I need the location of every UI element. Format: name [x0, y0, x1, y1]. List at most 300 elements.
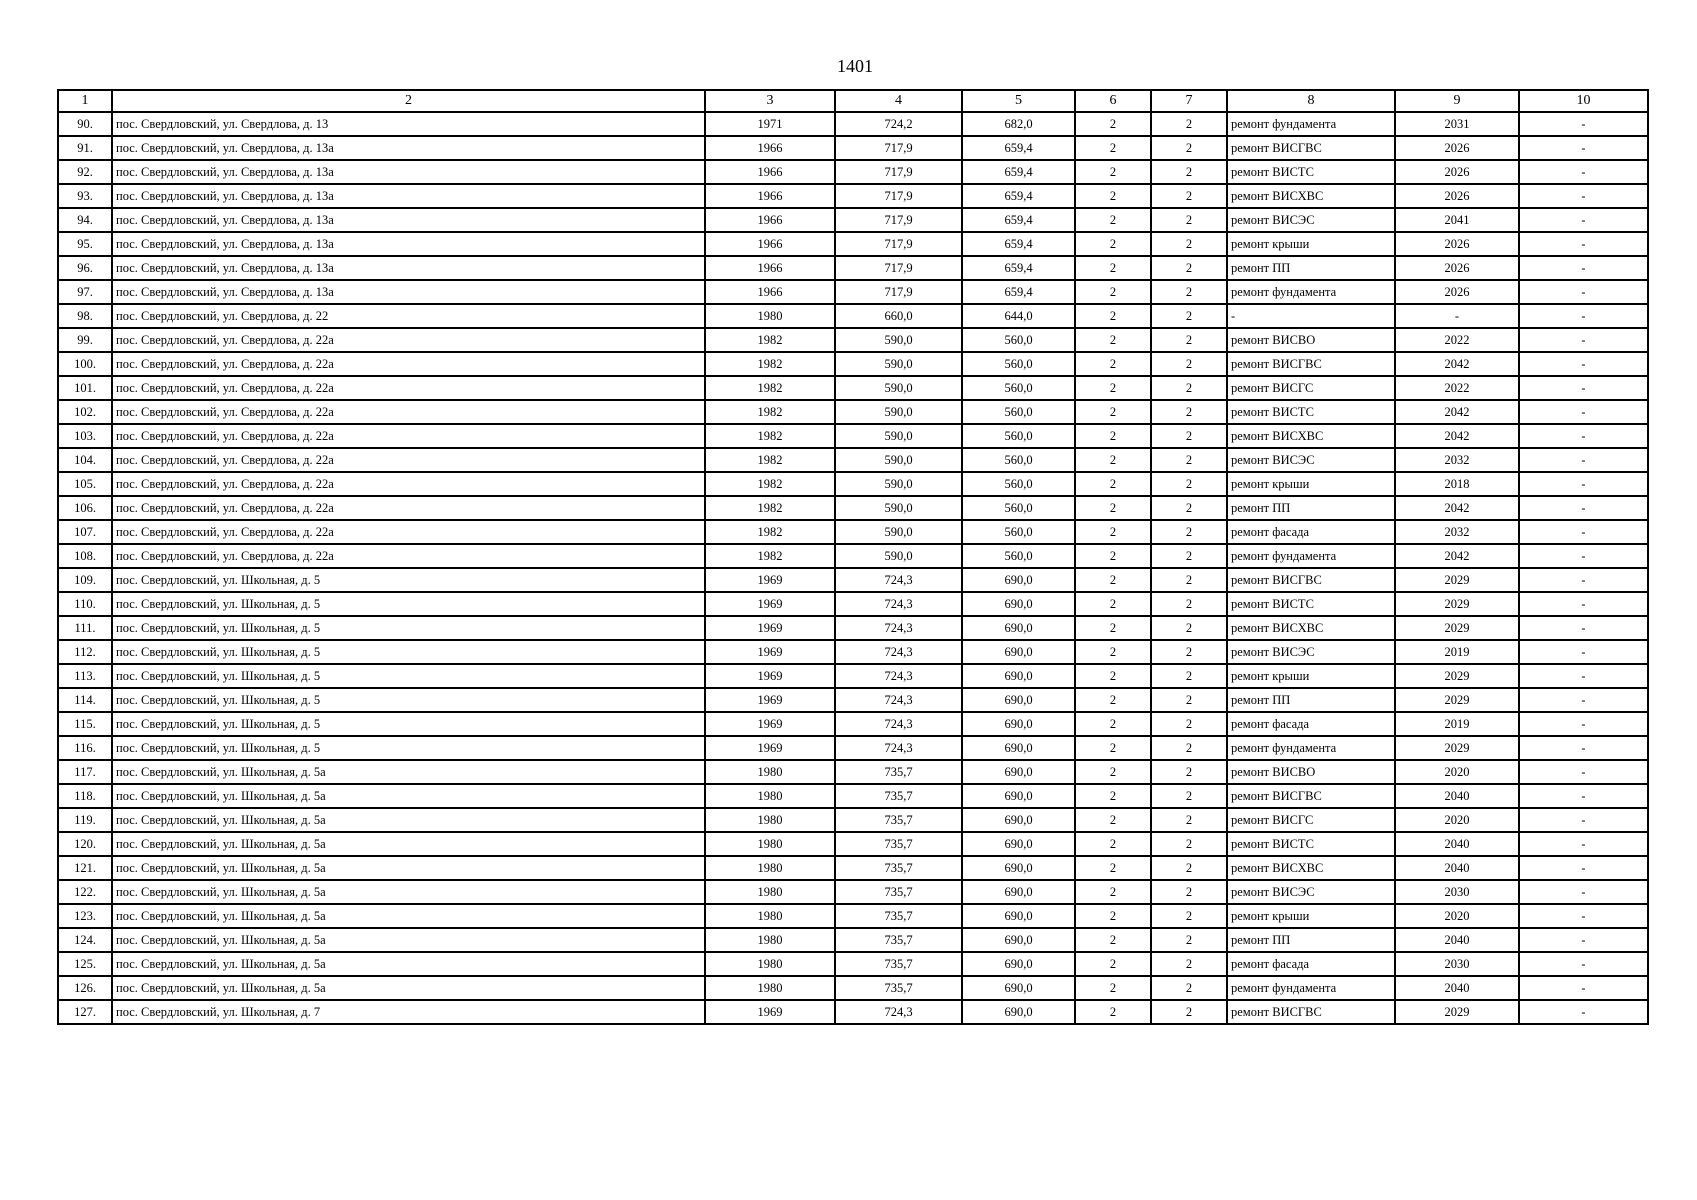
table-row — [58, 520, 1648, 544]
cell-work-type: - — [1227, 304, 1395, 328]
cell-note: - — [1519, 136, 1648, 160]
cell-note: - — [1519, 976, 1648, 1000]
cell-address: пос. Свердловский, ул. Школьная, д. 5а — [112, 880, 705, 904]
table-row — [58, 712, 1648, 736]
cell-floors: 2 — [1075, 256, 1151, 280]
cell-address: пос. Свердловский, ул. Школьная, д. 7 — [112, 1000, 705, 1024]
cell-work-type: ремонт фундамента — [1227, 976, 1395, 1000]
cell-floors: 2 — [1075, 616, 1151, 640]
cell-row-number: 107. — [58, 520, 112, 544]
cell-row-number: 118. — [58, 784, 112, 808]
cell-living-area: 690,0 — [962, 808, 1075, 832]
cell-entrances: 2 — [1151, 904, 1227, 928]
cell-note: - — [1519, 712, 1648, 736]
cell-total-area: 724,3 — [835, 640, 962, 664]
cell-row-number: 117. — [58, 760, 112, 784]
cell-living-area: 560,0 — [962, 400, 1075, 424]
cell-entrances: 2 — [1151, 328, 1227, 352]
cell-floors: 2 — [1075, 568, 1151, 592]
cell-entrances: 2 — [1151, 136, 1227, 160]
cell-floors: 2 — [1075, 928, 1151, 952]
cell-address: пос. Свердловский, ул. Школьная, д. 5 — [112, 688, 705, 712]
cell-build-year: 1966 — [705, 184, 835, 208]
cell-note: - — [1519, 640, 1648, 664]
cell-living-area: 690,0 — [962, 856, 1075, 880]
cell-note: - — [1519, 928, 1648, 952]
cell-planned-year: 2022 — [1395, 328, 1519, 352]
cell-address: пос. Свердловский, ул. Школьная, д. 5а — [112, 976, 705, 1000]
cell-note: - — [1519, 880, 1648, 904]
cell-floors: 2 — [1075, 856, 1151, 880]
cell-entrances: 2 — [1151, 112, 1227, 136]
cell-floors: 2 — [1075, 376, 1151, 400]
cell-total-area: 724,3 — [835, 664, 962, 688]
table-row — [58, 1000, 1648, 1024]
cell-work-type: ремонт ВИСВО — [1227, 760, 1395, 784]
cell-row-number: 104. — [58, 448, 112, 472]
cell-work-type: ремонт ВИСВО — [1227, 328, 1395, 352]
cell-note: - — [1519, 808, 1648, 832]
cell-build-year: 1980 — [705, 880, 835, 904]
cell-entrances: 2 — [1151, 640, 1227, 664]
table-row — [58, 760, 1648, 784]
cell-note: - — [1519, 568, 1648, 592]
table-row — [58, 256, 1648, 280]
cell-row-number: 121. — [58, 856, 112, 880]
cell-address: пос. Свердловский, ул. Школьная, д. 5а — [112, 856, 705, 880]
cell-work-type: ремонт ВИСТС — [1227, 592, 1395, 616]
cell-living-area: 659,4 — [962, 208, 1075, 232]
cell-entrances: 2 — [1151, 496, 1227, 520]
cell-row-number: 108. — [58, 544, 112, 568]
cell-row-number: 112. — [58, 640, 112, 664]
cell-address: пос. Свердловский, ул. Свердлова, д. 22а — [112, 472, 705, 496]
table-row — [58, 592, 1648, 616]
cell-total-area: 590,0 — [835, 472, 962, 496]
table-row — [58, 136, 1648, 160]
cell-entrances: 2 — [1151, 568, 1227, 592]
table-row — [58, 784, 1648, 808]
table-row — [58, 232, 1648, 256]
cell-living-area: 560,0 — [962, 448, 1075, 472]
cell-build-year: 1980 — [705, 952, 835, 976]
cell-note: - — [1519, 352, 1648, 376]
cell-row-number: 123. — [58, 904, 112, 928]
table-row — [58, 808, 1648, 832]
cell-total-area: 735,7 — [835, 784, 962, 808]
cell-planned-year: 2020 — [1395, 904, 1519, 928]
cell-planned-year: 2029 — [1395, 592, 1519, 616]
cell-planned-year: 2026 — [1395, 232, 1519, 256]
cell-address: пос. Свердловский, ул. Свердлова, д. 13а — [112, 184, 705, 208]
cell-build-year: 1980 — [705, 976, 835, 1000]
cell-living-area: 690,0 — [962, 664, 1075, 688]
cell-build-year: 1966 — [705, 232, 835, 256]
cell-entrances: 2 — [1151, 208, 1227, 232]
cell-planned-year: 2032 — [1395, 448, 1519, 472]
cell-total-area: 735,7 — [835, 856, 962, 880]
cell-planned-year: 2031 — [1395, 112, 1519, 136]
cell-address: пос. Свердловский, ул. Свердлова, д. 22а — [112, 424, 705, 448]
cell-entrances: 2 — [1151, 400, 1227, 424]
cell-work-type: ремонт ВИСХВС — [1227, 856, 1395, 880]
page-number: 1401 — [837, 56, 873, 76]
cell-address: пос. Свердловский, ул. Свердлова, д. 22а — [112, 496, 705, 520]
cell-floors: 2 — [1075, 304, 1151, 328]
cell-planned-year: 2019 — [1395, 712, 1519, 736]
cell-note: - — [1519, 664, 1648, 688]
cell-floors: 2 — [1075, 496, 1151, 520]
column-header: 9 — [1395, 90, 1519, 112]
cell-row-number: 115. — [58, 712, 112, 736]
cell-total-area: 660,0 — [835, 304, 962, 328]
cell-build-year: 1966 — [705, 208, 835, 232]
cell-living-area: 690,0 — [962, 928, 1075, 952]
cell-entrances: 2 — [1151, 376, 1227, 400]
table-row — [58, 160, 1648, 184]
cell-floors: 2 — [1075, 1000, 1151, 1024]
column-header: 1 — [58, 90, 112, 112]
cell-total-area: 590,0 — [835, 352, 962, 376]
cell-planned-year: 2032 — [1395, 520, 1519, 544]
cell-planned-year: 2029 — [1395, 664, 1519, 688]
column-header: 2 — [112, 90, 705, 112]
cell-row-number: 124. — [58, 928, 112, 952]
column-header: 8 — [1227, 90, 1395, 112]
table-row — [58, 544, 1648, 568]
cell-build-year: 1982 — [705, 544, 835, 568]
cell-entrances: 2 — [1151, 952, 1227, 976]
table-row — [58, 928, 1648, 952]
cell-row-number: 119. — [58, 808, 112, 832]
cell-entrances: 2 — [1151, 352, 1227, 376]
cell-note: - — [1519, 1000, 1648, 1024]
column-header: 10 — [1519, 90, 1648, 112]
cell-build-year: 1969 — [705, 712, 835, 736]
column-header: 4 — [835, 90, 962, 112]
cell-build-year: 1969 — [705, 688, 835, 712]
cell-floors: 2 — [1075, 736, 1151, 760]
cell-address: пос. Свердловский, ул. Школьная, д. 5а — [112, 904, 705, 928]
cell-note: - — [1519, 112, 1648, 136]
cell-build-year: 1969 — [705, 1000, 835, 1024]
cell-floors: 2 — [1075, 424, 1151, 448]
table-row — [58, 832, 1648, 856]
cell-living-area: 690,0 — [962, 880, 1075, 904]
cell-planned-year: 2026 — [1395, 136, 1519, 160]
cell-living-area: 690,0 — [962, 592, 1075, 616]
cell-planned-year: 2026 — [1395, 184, 1519, 208]
table-row — [58, 736, 1648, 760]
cell-note: - — [1519, 400, 1648, 424]
cell-work-type: ремонт ВИСХВС — [1227, 616, 1395, 640]
cell-row-number: 100. — [58, 352, 112, 376]
cell-total-area: 735,7 — [835, 904, 962, 928]
table-row — [58, 400, 1648, 424]
cell-build-year: 1982 — [705, 496, 835, 520]
cell-row-number: 93. — [58, 184, 112, 208]
cell-floors: 2 — [1075, 472, 1151, 496]
cell-row-number: 98. — [58, 304, 112, 328]
cell-floors: 2 — [1075, 904, 1151, 928]
cell-note: - — [1519, 328, 1648, 352]
table-row — [58, 688, 1648, 712]
cell-total-area: 590,0 — [835, 520, 962, 544]
cell-entrances: 2 — [1151, 688, 1227, 712]
cell-planned-year: 2040 — [1395, 784, 1519, 808]
table-row — [58, 496, 1648, 520]
table-row — [58, 112, 1648, 136]
cell-build-year: 1980 — [705, 784, 835, 808]
cell-entrances: 2 — [1151, 808, 1227, 832]
cell-work-type: ремонт фундамента — [1227, 736, 1395, 760]
cell-living-area: 690,0 — [962, 640, 1075, 664]
cell-planned-year: 2020 — [1395, 808, 1519, 832]
cell-floors: 2 — [1075, 328, 1151, 352]
cell-work-type: ремонт ВИСГВС — [1227, 784, 1395, 808]
cell-note: - — [1519, 856, 1648, 880]
cell-build-year: 1982 — [705, 376, 835, 400]
cell-floors: 2 — [1075, 880, 1151, 904]
cell-work-type: ремонт крыши — [1227, 232, 1395, 256]
cell-address: пос. Свердловский, ул. Свердлова, д. 22а — [112, 544, 705, 568]
cell-address: пос. Свердловский, ул. Школьная, д. 5а — [112, 928, 705, 952]
cell-row-number: 106. — [58, 496, 112, 520]
cell-note: - — [1519, 952, 1648, 976]
cell-total-area: 735,7 — [835, 976, 962, 1000]
cell-address: пос. Свердловский, ул. Школьная, д. 5 — [112, 592, 705, 616]
cell-total-area: 717,9 — [835, 184, 962, 208]
cell-planned-year: 2040 — [1395, 832, 1519, 856]
cell-note: - — [1519, 616, 1648, 640]
cell-row-number: 94. — [58, 208, 112, 232]
cell-floors: 2 — [1075, 232, 1151, 256]
cell-total-area: 717,9 — [835, 280, 962, 304]
cell-planned-year: 2029 — [1395, 688, 1519, 712]
cell-note: - — [1519, 208, 1648, 232]
cell-address: пос. Свердловский, ул. Школьная, д. 5а — [112, 952, 705, 976]
cell-work-type: ремонт крыши — [1227, 904, 1395, 928]
cell-living-area: 690,0 — [962, 784, 1075, 808]
cell-address: пос. Свердловский, ул. Свердлова, д. 22а — [112, 376, 705, 400]
cell-address: пос. Свердловский, ул. Школьная, д. 5 — [112, 712, 705, 736]
table-body — [58, 112, 1648, 1024]
cell-total-area: 724,3 — [835, 568, 962, 592]
cell-total-area: 735,7 — [835, 880, 962, 904]
cell-work-type: ремонт ВИСТС — [1227, 400, 1395, 424]
cell-work-type: ремонт фундамента — [1227, 280, 1395, 304]
cell-note: - — [1519, 736, 1648, 760]
cell-total-area: 590,0 — [835, 328, 962, 352]
cell-living-area: 560,0 — [962, 496, 1075, 520]
cell-total-area: 590,0 — [835, 424, 962, 448]
table-row — [58, 304, 1648, 328]
cell-row-number: 114. — [58, 688, 112, 712]
cell-build-year: 1966 — [705, 280, 835, 304]
cell-address: пос. Свердловский, ул. Свердлова, д. 13а — [112, 160, 705, 184]
cell-note: - — [1519, 256, 1648, 280]
cell-living-area: 560,0 — [962, 424, 1075, 448]
cell-note: - — [1519, 496, 1648, 520]
cell-address: пос. Свердловский, ул. Свердлова, д. 13а — [112, 136, 705, 160]
cell-row-number: 122. — [58, 880, 112, 904]
cell-address: пос. Свердловский, ул. Школьная, д. 5 — [112, 568, 705, 592]
cell-planned-year: 2030 — [1395, 952, 1519, 976]
cell-entrances: 2 — [1151, 928, 1227, 952]
cell-total-area: 717,9 — [835, 232, 962, 256]
cell-floors: 2 — [1075, 184, 1151, 208]
cell-planned-year: 2042 — [1395, 352, 1519, 376]
cell-floors: 2 — [1075, 760, 1151, 784]
cell-entrances: 2 — [1151, 1000, 1227, 1024]
cell-row-number: 110. — [58, 592, 112, 616]
cell-address: пос. Свердловский, ул. Свердлова, д. 22а — [112, 400, 705, 424]
cell-total-area: 590,0 — [835, 400, 962, 424]
cell-entrances: 2 — [1151, 280, 1227, 304]
cell-build-year: 1971 — [705, 112, 835, 136]
cell-address: пос. Свердловский, ул. Школьная, д. 5 — [112, 616, 705, 640]
cell-entrances: 2 — [1151, 784, 1227, 808]
cell-build-year: 1966 — [705, 136, 835, 160]
cell-entrances: 2 — [1151, 760, 1227, 784]
cell-planned-year: 2029 — [1395, 568, 1519, 592]
cell-note: - — [1519, 424, 1648, 448]
cell-note: - — [1519, 160, 1648, 184]
cell-address: пос. Свердловский, ул. Школьная, д. 5а — [112, 760, 705, 784]
registry-table — [57, 89, 1649, 1025]
cell-living-area: 560,0 — [962, 520, 1075, 544]
cell-planned-year: 2030 — [1395, 880, 1519, 904]
cell-entrances: 2 — [1151, 856, 1227, 880]
cell-living-area: 659,4 — [962, 256, 1075, 280]
cell-living-area: 682,0 — [962, 112, 1075, 136]
cell-build-year: 1969 — [705, 616, 835, 640]
cell-build-year: 1982 — [705, 520, 835, 544]
cell-floors: 2 — [1075, 520, 1151, 544]
cell-planned-year: 2022 — [1395, 376, 1519, 400]
cell-address: пос. Свердловский, ул. Школьная, д. 5а — [112, 808, 705, 832]
cell-planned-year: 2042 — [1395, 424, 1519, 448]
cell-planned-year: 2040 — [1395, 928, 1519, 952]
cell-build-year: 1969 — [705, 568, 835, 592]
cell-entrances: 2 — [1151, 544, 1227, 568]
cell-living-area: 690,0 — [962, 568, 1075, 592]
cell-build-year: 1982 — [705, 424, 835, 448]
cell-planned-year: 2042 — [1395, 400, 1519, 424]
cell-living-area: 659,4 — [962, 184, 1075, 208]
cell-note: - — [1519, 448, 1648, 472]
cell-build-year: 1969 — [705, 736, 835, 760]
cell-total-area: 735,7 — [835, 928, 962, 952]
cell-work-type: ремонт ВИСГВС — [1227, 136, 1395, 160]
cell-work-type: ремонт ВИСЭС — [1227, 640, 1395, 664]
cell-total-area: 735,7 — [835, 832, 962, 856]
table-row — [58, 184, 1648, 208]
cell-note: - — [1519, 784, 1648, 808]
cell-total-area: 735,7 — [835, 952, 962, 976]
cell-address: пос. Свердловский, ул. Свердлова, д. 13а — [112, 208, 705, 232]
cell-planned-year: 2026 — [1395, 160, 1519, 184]
cell-row-number: 92. — [58, 160, 112, 184]
cell-living-area: 690,0 — [962, 736, 1075, 760]
cell-row-number: 95. — [58, 232, 112, 256]
cell-planned-year: 2019 — [1395, 640, 1519, 664]
cell-address: пос. Свердловский, ул. Школьная, д. 5 — [112, 736, 705, 760]
cell-entrances: 2 — [1151, 424, 1227, 448]
cell-row-number: 91. — [58, 136, 112, 160]
cell-living-area: 659,4 — [962, 160, 1075, 184]
cell-row-number: 116. — [58, 736, 112, 760]
cell-entrances: 2 — [1151, 712, 1227, 736]
cell-note: - — [1519, 232, 1648, 256]
cell-address: пос. Свердловский, ул. Школьная, д. 5а — [112, 832, 705, 856]
cell-living-area: 560,0 — [962, 472, 1075, 496]
cell-floors: 2 — [1075, 544, 1151, 568]
column-header: 3 — [705, 90, 835, 112]
cell-build-year: 1982 — [705, 400, 835, 424]
cell-floors: 2 — [1075, 952, 1151, 976]
cell-row-number: 101. — [58, 376, 112, 400]
cell-row-number: 90. — [58, 112, 112, 136]
cell-build-year: 1969 — [705, 592, 835, 616]
cell-floors: 2 — [1075, 976, 1151, 1000]
cell-entrances: 2 — [1151, 616, 1227, 640]
table-row — [58, 664, 1648, 688]
cell-planned-year: 2029 — [1395, 736, 1519, 760]
table-row — [58, 472, 1648, 496]
cell-build-year: 1980 — [705, 304, 835, 328]
cell-total-area: 724,3 — [835, 736, 962, 760]
cell-entrances: 2 — [1151, 184, 1227, 208]
cell-build-year: 1980 — [705, 928, 835, 952]
cell-row-number: 113. — [58, 664, 112, 688]
cell-work-type: ремонт ВИСГС — [1227, 376, 1395, 400]
cell-work-type: ремонт крыши — [1227, 472, 1395, 496]
cell-total-area: 590,0 — [835, 544, 962, 568]
cell-address: пос. Свердловский, ул. Школьная, д. 5 — [112, 640, 705, 664]
cell-build-year: 1969 — [705, 640, 835, 664]
cell-total-area: 724,3 — [835, 1000, 962, 1024]
cell-floors: 2 — [1075, 664, 1151, 688]
column-header: 7 — [1151, 90, 1227, 112]
cell-floors: 2 — [1075, 208, 1151, 232]
table-row — [58, 328, 1648, 352]
cell-note: - — [1519, 280, 1648, 304]
cell-floors: 2 — [1075, 448, 1151, 472]
cell-build-year: 1982 — [705, 352, 835, 376]
cell-work-type: ремонт фасада — [1227, 952, 1395, 976]
cell-work-type: ремонт ПП — [1227, 496, 1395, 520]
cell-address: пос. Свердловский, ул. Свердлова, д. 22 — [112, 304, 705, 328]
cell-total-area: 735,7 — [835, 760, 962, 784]
cell-living-area: 690,0 — [962, 712, 1075, 736]
cell-note: - — [1519, 304, 1648, 328]
cell-build-year: 1980 — [705, 808, 835, 832]
cell-living-area: 659,4 — [962, 136, 1075, 160]
cell-total-area: 724,2 — [835, 112, 962, 136]
column-header: 6 — [1075, 90, 1151, 112]
cell-entrances: 2 — [1151, 232, 1227, 256]
cell-row-number: 111. — [58, 616, 112, 640]
cell-total-area: 717,9 — [835, 160, 962, 184]
cell-floors: 2 — [1075, 808, 1151, 832]
cell-note: - — [1519, 760, 1648, 784]
cell-floors: 2 — [1075, 832, 1151, 856]
table-row — [58, 376, 1648, 400]
cell-address: пос. Свердловский, ул. Свердлова, д. 22а — [112, 352, 705, 376]
cell-living-area: 659,4 — [962, 232, 1075, 256]
cell-note: - — [1519, 904, 1648, 928]
